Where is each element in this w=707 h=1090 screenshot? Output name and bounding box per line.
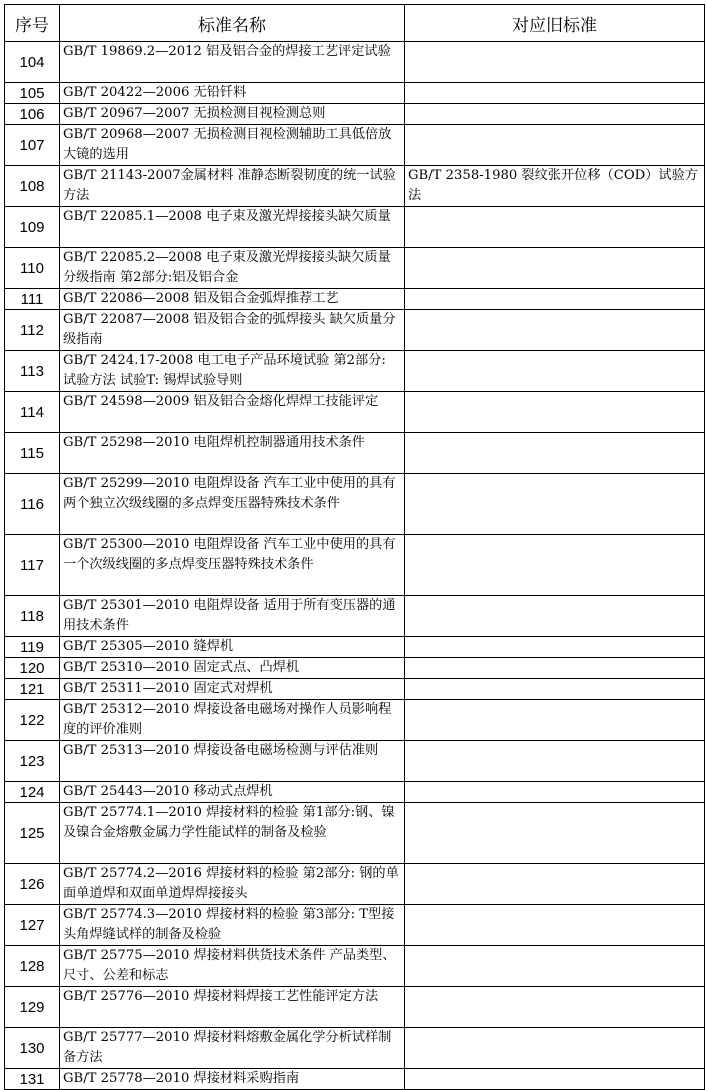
old-standard [405,637,705,658]
table-row [5,310,705,351]
row-index: 114 [5,392,60,433]
table-row [5,658,705,679]
old-standard [405,42,705,83]
row-index: 119 [5,637,60,658]
standard-name: GB/T 25313—2010 焊接设备电磁场检测与评估准则 [60,741,405,782]
row-index: 122 [5,700,60,741]
row-index: 113 [5,351,60,392]
old-standard [405,658,705,679]
table-row [5,700,705,741]
old-standard [405,803,705,864]
row-index: 125 [5,803,60,864]
row-index: 129 [5,987,60,1028]
old-standard [405,207,705,248]
row-index: 126 [5,864,60,905]
row-index: 106 [5,104,60,125]
table-row [5,905,705,946]
row-index: 121 [5,679,60,700]
table-row [5,474,705,535]
standard-name: GB/T 19869.2—2012 铝及铝合金的焊接工艺评定试验 [60,42,405,83]
old-standard [405,433,705,474]
header-standard-name: 标准名称 [60,5,405,42]
row-index: 120 [5,658,60,679]
table-row [5,125,705,166]
old-standard [405,596,705,637]
row-index: 131 [5,1069,60,1090]
row-index: 116 [5,474,60,535]
row-index: 110 [5,248,60,289]
row-index: 111 [5,289,60,310]
old-standard [405,946,705,987]
row-index: 127 [5,905,60,946]
old-standard [405,905,705,946]
old-standard [405,392,705,433]
row-index: 104 [5,42,60,83]
standard-name: GB/T 22085.2—2008 电子束及激光焊接接头缺欠质量 分级指南 第2部分:铝及铝合金 [60,248,405,289]
table-row [5,803,705,864]
standards-sheet [4,4,704,1090]
row-index: 124 [5,782,60,803]
old-standard [405,1028,705,1069]
table-row [5,782,705,803]
old-standard [405,248,705,289]
old-standard [405,987,705,1028]
old-standard: GB/T 2358-1980 裂纹张开位移（COD）试验方法 [405,166,705,207]
standard-name: GB/T 25774.1—2010 焊接材料的检验 第1部分:钢、镍及镍合金熔敷金属力学性能试样的制备及检验 [60,803,405,864]
header-old-standard: 对应旧标准 [405,5,705,42]
standard-name: GB/T 20968—2007 无损检测目视检测辅助工具低倍放大镜的选用 [60,125,405,166]
standard-name: GB/T 2424.17-2008 电工电子产品环境试验 第2部分: 试验方法 试验T: 锡焊试验导则 [60,351,405,392]
standard-name: GB/T 25301—2010 电阻焊设备 适用于所有变压器的通用技术条件 [60,596,405,637]
row-index: 107 [5,125,60,166]
row-index: 112 [5,310,60,351]
standard-name: GB/T 25777—2010 焊接材料熔敷金属化学分析试样制备方法 [60,1028,405,1069]
table-row [5,987,705,1028]
table-row [5,1028,705,1069]
table-row [5,535,705,596]
row-index: 108 [5,166,60,207]
row-index: 115 [5,433,60,474]
header-row [5,5,705,42]
table-row [5,289,705,310]
standard-name: GB/T 25298—2010 电阻焊机控制器通用技术条件 [60,433,405,474]
table-row [5,83,705,104]
old-standard [405,104,705,125]
table-row [5,864,705,905]
table-row [5,166,705,207]
old-standard [405,864,705,905]
standard-name: GB/T 24598—2009 铝及铝合金熔化焊焊工技能评定 [60,392,405,433]
standard-name: GB/T 22085.1—2008 电子束及激光焊接接头缺欠质量 [60,207,405,248]
standard-name: GB/T 25778—2010 焊接材料采购指南 [60,1069,405,1090]
header-index: 序号 [5,5,60,42]
standard-name: GB/T 20967—2007 无损检测目视检测总则 [60,104,405,125]
standard-name: GB/T 22086—2008 铝及铝合金弧焊推荐工艺 [60,289,405,310]
standard-name: GB/T 25299—2010 电阻焊设备 汽车工业中使用的具有两个独立次级线圈的多点焊变压器特殊技术条件 [60,474,405,535]
standard-name: GB/T 25310—2010 固定式点、凸焊机 [60,658,405,679]
standard-name: GB/T 21143-2007金属材料 准静态断裂韧度的统一试验方法 [60,166,405,207]
table-row [5,679,705,700]
table-row [5,248,705,289]
old-standard [405,125,705,166]
row-index: 109 [5,207,60,248]
standard-name: GB/T 25774.2—2016 焊接材料的检验 第2部分: 钢的单面单道焊和双面单道焊焊接接头 [60,864,405,905]
old-standard [405,782,705,803]
table-row [5,207,705,248]
row-index: 130 [5,1028,60,1069]
table-row [5,637,705,658]
old-standard [405,1069,705,1090]
table-row [5,596,705,637]
table-row [5,1069,705,1090]
table-row [5,433,705,474]
table-row [5,741,705,782]
old-standard [405,474,705,535]
table-body [5,42,705,1090]
standard-name: GB/T 25774.3—2010 焊接材料的检验 第3部分: T型接头角焊缝试样的制备及检验 [60,905,405,946]
old-standard [405,351,705,392]
standard-name: GB/T 22087—2008 铝及铝合金的弧焊接头 缺欠质量分级指南 [60,310,405,351]
old-standard [405,700,705,741]
old-standard [405,679,705,700]
standard-name: GB/T 25776—2010 焊接材料焊接工艺性能评定方法 [60,987,405,1028]
table-row [5,392,705,433]
standard-name: GB/T 25312—2010 焊接设备电磁场对操作人员影响程度的评价准则 [60,700,405,741]
standard-name: GB/T 25300—2010 电阻焊设备 汽车工业中使用的具有一个次级线圈的多点焊变压器特殊技术条件 [60,535,405,596]
table-row [5,104,705,125]
old-standard [405,741,705,782]
table-row [5,42,705,83]
old-standard [405,289,705,310]
standard-name: GB/T 25443—2010 移动式点焊机 [60,782,405,803]
table-row [5,946,705,987]
row-index: 117 [5,535,60,596]
old-standard [405,310,705,351]
row-index: 123 [5,741,60,782]
old-standard [405,83,705,104]
row-index: 128 [5,946,60,987]
row-index: 105 [5,83,60,104]
row-index: 118 [5,596,60,637]
old-standard [405,535,705,596]
standard-name: GB/T 20422—2006 无铅钎料 [60,83,405,104]
standard-name: GB/T 25775—2010 焊接材料供货技术条件 产品类型、尺寸、公差和标志 [60,946,405,987]
standards-table [4,4,705,1090]
standard-name: GB/T 25305—2010 缝焊机 [60,637,405,658]
table-row [5,351,705,392]
standard-name: GB/T 25311—2010 固定式对焊机 [60,679,405,700]
